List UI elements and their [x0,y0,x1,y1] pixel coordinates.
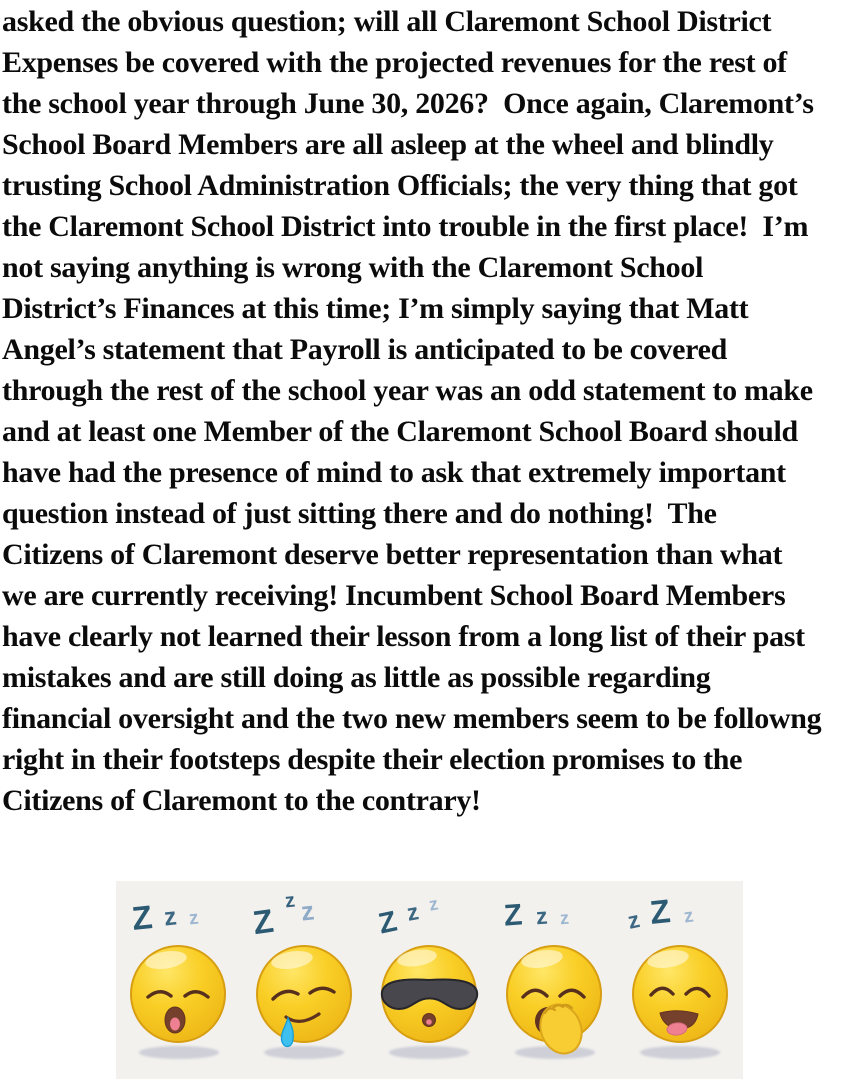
text-line: Citizens of Claremont deserve better representation than what [2,538,783,571]
text-line: financial oversight and the two new members seem to be followng [2,702,822,735]
zzz-text: Z z z [503,898,570,933]
text-line: have clearly not learned their lesson from a long list of their past [2,620,805,653]
sleeping-emoji-cell [367,881,492,1079]
text-line: asked the obvious question; will all Claremont School District [2,5,772,38]
text-line: trusting School Administration Officials; the very thing that got [2,169,798,202]
text-line: we are currently receiving! Incumbent School Board Members [2,579,786,612]
sleep-mask-face-icon [367,943,492,1055]
zzz-text: Z z z [250,889,316,942]
snoring-face-icon [116,943,241,1055]
drooling-face-icon [242,943,367,1055]
yawning-face-icon [492,943,617,1055]
text-line: and at least one Member of the Claremont School Board should [2,415,798,448]
zzz-text: Z z z [375,893,440,941]
text-line: not saying anything is wrong with the Claremont School [2,251,704,284]
text-line: mistakes and are still doing as little as possible regarding [2,661,711,694]
sleeping-emoji-cell [116,881,241,1079]
text-line: Expenses be covered with the projected revenues for the rest of [2,46,787,79]
text-line: through the rest of the school year was an odd statement to make [2,374,813,407]
text-line: District’s Finances at this time; I’m simply saying that Matt [2,292,749,325]
text-line: right in their footsteps despite their election promises to the [2,743,743,776]
text-line: Citizens of Claremont to the contrary! [2,784,481,817]
text-line: have had the presence of mind to ask that extremely important [2,456,786,489]
text-line: the Claremont School District into trouble in the first place! I’m [2,210,809,243]
tongue-out-face-icon [618,943,743,1055]
sleeping-emojis-image [116,881,743,1079]
sleeping-emoji-cell [241,881,366,1079]
sleeping-emoji-cell [618,881,743,1079]
text-line: Angel’s statement that Payroll is anticipated to be covered [2,333,727,366]
text-line: question instead of just sitting there and do nothing! The [2,497,717,530]
text-line: the school year through June 30, 2026? Once again, Claremont’s [2,87,814,120]
zzz-text: Z z z [130,898,200,937]
text-line: School Board Members are all asleep at the wheel and blindly [2,128,774,161]
zzz-text: z Z z [624,892,695,934]
sleeping-emoji-cell [492,881,617,1079]
